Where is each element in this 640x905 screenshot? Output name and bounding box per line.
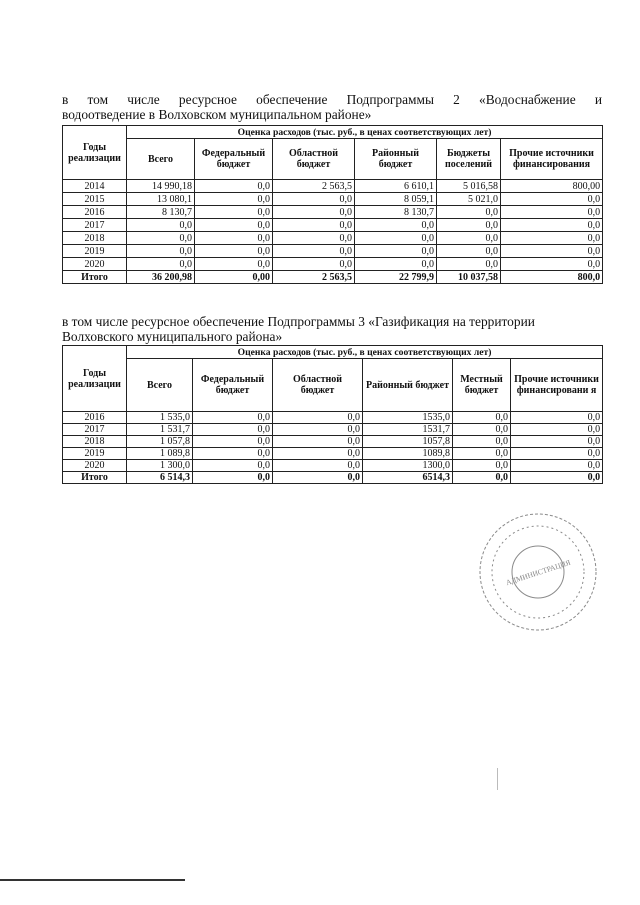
value-cell: 0,0: [453, 436, 511, 448]
column-header: Федеральный бюджет: [193, 359, 273, 412]
value-cell: 0,0: [127, 232, 195, 245]
value-cell: 1 535,0: [127, 412, 193, 424]
total-label: Итого: [63, 271, 127, 284]
table-row: [63, 245, 603, 258]
value-cell: 1 089,8: [127, 448, 193, 460]
table-row: [63, 436, 603, 448]
column-header: Районный бюджет: [363, 359, 453, 412]
year-cell: 2020: [63, 460, 127, 472]
column-header: Областной бюджет: [273, 359, 363, 412]
value-cell: 0,0: [511, 448, 603, 460]
value-cell: 0,0: [501, 245, 603, 258]
value-cell: 6 514,3: [127, 472, 193, 484]
value-cell: 0,0: [127, 219, 195, 232]
year-cell: 2017: [63, 424, 127, 436]
year-cell: 2015: [63, 193, 127, 206]
value-cell: 0,0: [193, 424, 273, 436]
value-cell: 0,0: [195, 219, 273, 232]
section1-heading-line2: водоотведение в Волховском муниципальном районе»: [62, 107, 372, 122]
total-label: Итого: [63, 472, 127, 484]
column-header: Областной бюджет: [273, 139, 355, 180]
total-row: [63, 271, 603, 284]
estimate-header: Оценка расходов (тыс. руб., в ценах соответствующих лет): [127, 126, 603, 139]
value-cell: 0,0: [195, 180, 273, 193]
value-cell: 1531,7: [363, 424, 453, 436]
value-cell: 0,0: [437, 219, 501, 232]
official-seal-stamp: [470, 508, 605, 636]
value-cell: 0,0: [437, 258, 501, 271]
value-cell: 0,0: [355, 219, 437, 232]
value-cell: 0,0: [193, 472, 273, 484]
value-cell: 0,0: [195, 206, 273, 219]
value-cell: 36 200,98: [127, 271, 195, 284]
years-header: Годы реализации: [63, 346, 127, 412]
value-cell: 0,00: [195, 271, 273, 284]
year-cell: 2020: [63, 258, 127, 271]
table-row: [63, 232, 603, 245]
value-cell: 13 080,1: [127, 193, 195, 206]
year-cell: 2014: [63, 180, 127, 193]
year-cell: 2016: [63, 412, 127, 424]
value-cell: 1057,8: [363, 436, 453, 448]
value-cell: 0,0: [501, 219, 603, 232]
table-row: [63, 206, 603, 219]
value-cell: 1300,0: [363, 460, 453, 472]
value-cell: 0,0: [453, 412, 511, 424]
value-cell: 0,0: [511, 424, 603, 436]
section1-table: [62, 125, 603, 284]
section2-heading-line1: в том числе ресурсное обеспечение Подпрограммы 3 «Газификация на территории: [62, 314, 535, 329]
year-cell: 2017: [63, 219, 127, 232]
column-header: Местный бюджет: [453, 359, 511, 412]
table-row: [63, 258, 603, 271]
value-cell: 5 016,58: [437, 180, 501, 193]
table-row: [63, 424, 603, 436]
value-cell: 1 057,8: [127, 436, 193, 448]
value-cell: 2 563,5: [273, 271, 355, 284]
margin-mark: [497, 768, 498, 790]
year-cell: 2019: [63, 448, 127, 460]
value-cell: 0,0: [127, 245, 195, 258]
value-cell: 0,0: [195, 258, 273, 271]
value-cell: 0,0: [273, 412, 363, 424]
value-cell: 0,0: [437, 206, 501, 219]
value-cell: 0,0: [511, 436, 603, 448]
stamp-text: АДМИНИСТРАЦИЯ: [504, 557, 572, 588]
value-cell: 0,0: [127, 258, 195, 271]
value-cell: 0,0: [195, 245, 273, 258]
table-row: [63, 219, 603, 232]
value-cell: 0,0: [273, 424, 363, 436]
column-header: Прочие источники финансировани я: [511, 359, 603, 412]
value-cell: 1 300,0: [127, 460, 193, 472]
value-cell: 0,0: [453, 424, 511, 436]
value-cell: 0,0: [501, 193, 603, 206]
value-cell: 0,0: [355, 245, 437, 258]
value-cell: 0,0: [193, 448, 273, 460]
value-cell: 8 130,7: [127, 206, 195, 219]
column-header: Прочие источники финансирования: [501, 139, 603, 180]
value-cell: 800,00: [501, 180, 603, 193]
column-header: Всего: [127, 359, 193, 412]
value-cell: 0,0: [501, 232, 603, 245]
value-cell: 0,0: [273, 436, 363, 448]
value-cell: 0,0: [273, 232, 355, 245]
value-cell: 10 037,58: [437, 271, 501, 284]
year-cell: 2018: [63, 232, 127, 245]
value-cell: 0,0: [355, 232, 437, 245]
value-cell: 14 990,18: [127, 180, 195, 193]
section1-heading-line1: в том числе ресурсное обеспечение Подпрограммы 2 «Водоснабжение и: [62, 92, 602, 107]
section1-heading: [62, 92, 602, 122]
value-cell: 8 059,1: [355, 193, 437, 206]
value-cell: 800,0: [501, 271, 603, 284]
table-row: [63, 180, 603, 193]
estimate-header: Оценка расходов (тыс. руб., в ценах соответствующих лет): [127, 346, 603, 359]
years-header: Годы реализации: [63, 126, 127, 180]
value-cell: 8 130,7: [355, 206, 437, 219]
footer-rule: [0, 879, 185, 881]
value-cell: 0,0: [273, 245, 355, 258]
value-cell: 0,0: [273, 219, 355, 232]
value-cell: 0,0: [273, 193, 355, 206]
value-cell: 0,0: [501, 258, 603, 271]
year-cell: 2016: [63, 206, 127, 219]
value-cell: 0,0: [511, 460, 603, 472]
value-cell: 0,0: [273, 460, 363, 472]
table-row: [63, 193, 603, 206]
value-cell: 0,0: [437, 232, 501, 245]
column-header: Всего: [127, 139, 195, 180]
value-cell: 2 563,5: [273, 180, 355, 193]
column-header: Федеральный бюджет: [195, 139, 273, 180]
value-cell: 0,0: [273, 206, 355, 219]
table-row: [63, 460, 603, 472]
value-cell: 1089,8: [363, 448, 453, 460]
value-cell: 0,0: [511, 412, 603, 424]
value-cell: 0,0: [193, 436, 273, 448]
table-row: [63, 448, 603, 460]
value-cell: 0,0: [195, 193, 273, 206]
column-header: Бюджеты поселений: [437, 139, 501, 180]
value-cell: 0,0: [453, 472, 511, 484]
value-cell: 1535,0: [363, 412, 453, 424]
section2-heading: [62, 314, 602, 344]
value-cell: 0,0: [193, 412, 273, 424]
value-cell: 0,0: [273, 258, 355, 271]
year-cell: 2019: [63, 245, 127, 258]
value-cell: 0,0: [355, 258, 437, 271]
value-cell: 0,0: [511, 472, 603, 484]
table-row: [63, 412, 603, 424]
section2-heading-line2: Волховского муниципального района»: [62, 329, 283, 344]
value-cell: 22 799,9: [355, 271, 437, 284]
value-cell: 0,0: [273, 448, 363, 460]
value-cell: 1 531,7: [127, 424, 193, 436]
column-header: Районный бюджет: [355, 139, 437, 180]
section2-table: [62, 345, 603, 484]
value-cell: 0,0: [195, 232, 273, 245]
value-cell: 0,0: [193, 460, 273, 472]
value-cell: 0,0: [501, 206, 603, 219]
value-cell: 0,0: [453, 448, 511, 460]
value-cell: 5 021,0: [437, 193, 501, 206]
value-cell: 0,0: [273, 472, 363, 484]
value-cell: 6514,3: [363, 472, 453, 484]
value-cell: 0,0: [453, 460, 511, 472]
value-cell: 6 610,1: [355, 180, 437, 193]
total-row: [63, 472, 603, 484]
value-cell: 0,0: [437, 245, 501, 258]
year-cell: 2018: [63, 436, 127, 448]
